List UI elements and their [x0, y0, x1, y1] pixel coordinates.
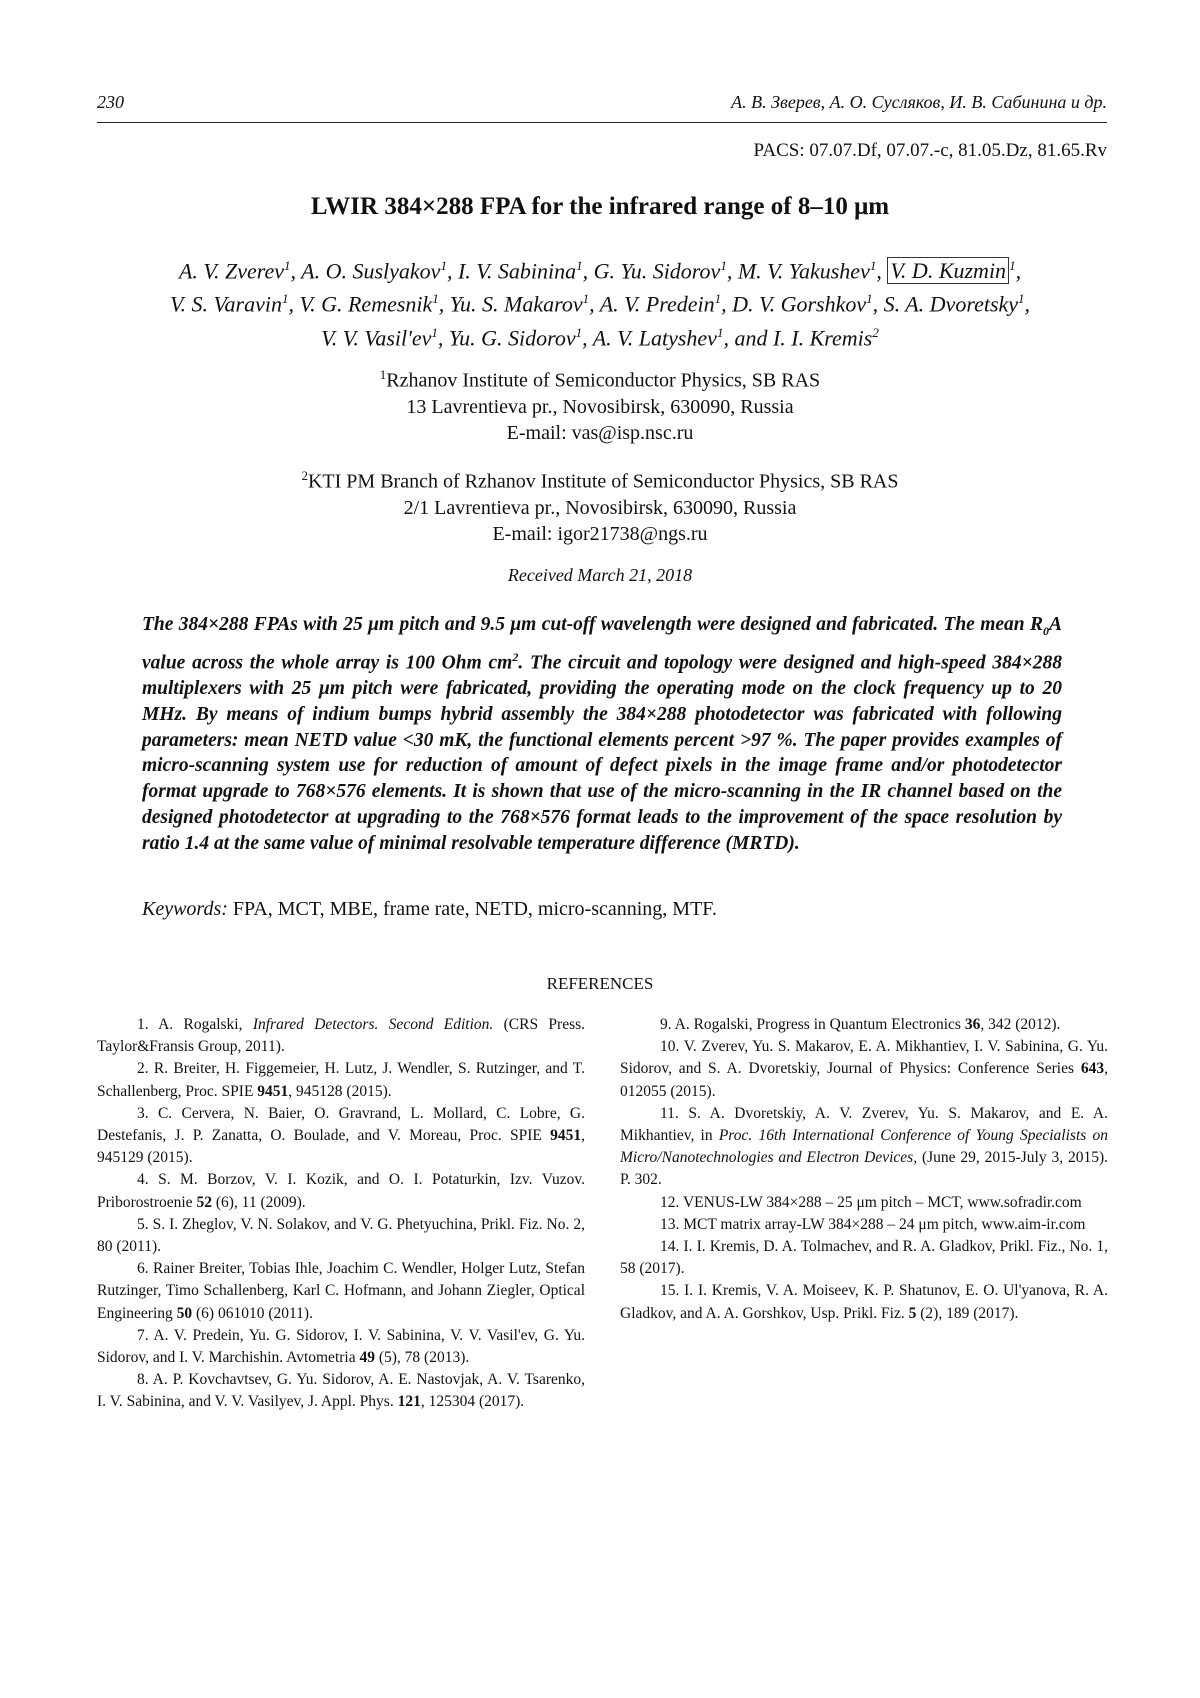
- reference-item: 1. A. Rogalski, Infrared Detectors. Second Edition. (CRS Press. Taylor&Fransis Group, 2011).: [97, 1014, 585, 1058]
- pacs-codes: PACS: 07.07.Df, 07.07.-c, 81.05.Dz, 81.65.Rv: [754, 140, 1107, 162]
- reference-item: 14. I. I. Kremis, D. A. Tolmachev, and R. A. Gladkov, Prikl. Fiz., No. 1, 58 (2017).: [620, 1236, 1108, 1280]
- author: S. A. Dvoretsky: [884, 292, 1018, 317]
- highlighted-author: V. D. Kuzmin: [887, 257, 1009, 284]
- keywords-text: FPA, MCT, MBE, frame rate, NETD, micro-scanning, MTF.: [228, 898, 717, 920]
- author: A. V. Zverev: [179, 258, 284, 283]
- references-column-left: [97, 1014, 585, 1414]
- author: G. Yu. Sidorov: [594, 258, 721, 283]
- reference-item: 6. Rainer Breiter, Tobias Ihle, Joachim C. Wendler, Holger Lutz, Stefan Rutzinger, Timo Schallenberg, Karl C. Hofmann, and Johann Ziegler, Optical Engineering 50 (6) 061010 (2011).: [97, 1258, 585, 1325]
- journal-page: [0, 0, 1200, 1698]
- author: V. V. Vasil'ev: [321, 325, 431, 350]
- running-head-authors: А. В. Зверев, А. О. Сусляков, И. В. Сабинина и др.: [731, 92, 1107, 113]
- affiliation-address: 13 Lavrentieva pr., Novosibirsk, 630090, Russia: [0, 394, 1200, 420]
- author: A. V. Predein: [600, 292, 715, 317]
- affiliation-2: 2KTI PM Branch of Rzhanov Institute of Semiconductor Physics, SB RAS 2/1 Lavrentieva pr., Novosibirsk, 630090, Russia E-mail: igor21738@ngs.ru: [0, 463, 1200, 547]
- reference-item: 13. MCT matrix array-LW 384×288 – 24 μm pitch, www.aim-ir.com: [620, 1214, 1108, 1236]
- author: M. V. Yakushev: [738, 258, 870, 283]
- author: V. S. Varavin: [170, 292, 282, 317]
- author: D. V. Gorshkov: [732, 292, 866, 317]
- page-number: 230: [97, 92, 124, 113]
- affiliation-1: 1Rzhanov Institute of Semiconductor Physics, SB RAS 13 Lavrentieva pr., Novosibirsk, 630090, Russia E-mail: vas@isp.nsc.ru: [0, 362, 1200, 446]
- references-heading: REFERENCES: [0, 974, 1200, 994]
- abstract: The 384×288 FPAs with 25 μm pitch and 9.5 μm cut-off wavelength were designed and fabricated. The mean R0A value across the whole array is 100 Ohm cm2. The circuit and topology were designed and high-speed 384×288 multiplexers with 25 μm pitch were fabricated, providing the operating mode on the clock frequency up to 20 MHz. By means of indium bumps hybrid assembly the 384×288 photodetector was fabricated with following parameters: mean NETD value <30 mK, the functional elements percent >97 %. The paper provides examples of micro-scanning system use for reduction of amount of defect pixels in the image frame and/or photodetector format upgrade to 768×576 elements. It is shown that use of the micro-scanning in the IR channel based on the designed photodetector at upgrading to the 768×576 format leads to the improvement of the space resolution by ratio 1.4 at the same value of minimal resolvable temperature difference (MRTD).: [142, 612, 1062, 857]
- running-header: [97, 92, 1107, 123]
- affiliation-email[interactable]: E-mail: igor21738@ngs.ru: [0, 521, 1200, 547]
- affiliation-name: KTI PM Branch of Rzhanov Institute of Semiconductor Physics, SB RAS: [308, 471, 899, 493]
- reference-item: 15. I. I. Kremis, V. A. Moiseev, K. P. Shatunov, E. O. Ul'yanova, R. A. Gladkov, and A. A. Gorshkov, Usp. Prikl. Fiz. 5 (2), 189 (2017).: [620, 1280, 1108, 1324]
- author: A. V. Latyshev: [593, 325, 717, 350]
- author-list: A. V. Zverev1, A. O. Suslyakov1, I. V. Sabinina1, G. Yu. Sidorov1, M. V. Yakushev1, V. D. Kuzmin 1, V. S. Varavin1, V. G. Remesnik1, Yu. S. Makarov1, A. V. Predein1, D. V. Gorshkov1, S. A. Dvoretsky1, V. V. Vasil'ev1, Yu. G. Sidorov1, A. V. Latyshev1, and I. I. Kremis2: [100, 252, 1100, 352]
- reference-item: 9. A. Rogalski, Progress in Quantum Electronics 36, 342 (2012).: [620, 1014, 1108, 1036]
- author: A. O. Suslyakov: [301, 258, 440, 283]
- affiliation-address: 2/1 Lavrentieva pr., Novosibirsk, 630090, Russia: [0, 495, 1200, 521]
- author: Yu. S. Makarov: [450, 292, 583, 317]
- author: Yu. G. Sidorov: [449, 325, 576, 350]
- keywords: [142, 898, 1062, 921]
- reference-item: 5. S. I. Zheglov, V. N. Solakov, and V. G. Phetyuchina, Prikl. Fiz. No. 2, 80 (2011).: [97, 1214, 585, 1258]
- reference-item: 4. S. M. Borzov, V. I. Kozik, and O. I. Potaturkin, Izv. Vuzov. Priborostroenie 52 (6), 11 (2009).: [97, 1169, 585, 1213]
- paper-title: LWIR 384×288 FPA for the infrared range of 8–10 μm: [0, 193, 1200, 221]
- reference-item: 8. A. P. Kovchavtsev, G. Yu. Sidorov, A. E. Nastovjak, A. V. Tsarenko, I. V. Sabinina, and V. V. Vasilyev, J. Appl. Phys. 121, 125304 (2017).: [97, 1369, 585, 1413]
- keywords-label: Keywords:: [142, 898, 228, 920]
- reference-item: 2. R. Breiter, H. Figgemeier, H. Lutz, J. Wendler, S. Rutzinger, and T. Schallenberg, Proc. SPIE 9451, 945128 (2015).: [97, 1058, 585, 1102]
- affiliation-email[interactable]: E-mail: vas@isp.nsc.ru: [0, 420, 1200, 446]
- reference-item: 3. C. Cervera, N. Baier, O. Gravrand, L. Mollard, C. Lobre, G. Destefanis, J. P. Zanatta, O. Boulade, and V. Moreau, Proc. SPIE 9451, 945129 (2015).: [97, 1103, 585, 1170]
- reference-item: 10. V. Zverev, Yu. S. Makarov, E. A. Mikhantiev, I. V. Sabinina, G. Yu. Sidorov, and S. A. Dvoretskiy, Journal of Physics: Conference Series 643, 012055 (2015).: [620, 1036, 1108, 1103]
- received-date: Received March 21, 2018: [0, 565, 1200, 586]
- reference-item: 7. A. V. Predein, Yu. G. Sidorov, I. V. Sabinina, V. V. Vasil'ev, G. Yu. Sidorov, and I. V. Marchishin. Avtometria 49 (5), 78 (2013).: [97, 1325, 585, 1369]
- reference-item: 12. VENUS-LW 384×288 – 25 μm pitch – MCT, www.sofradir.com: [620, 1192, 1108, 1214]
- reference-item: 11. S. A. Dvoretskiy, A. V. Zverev, Yu. S. Makarov, and E. A. Mikhantiev, in Proc. 16th International Conference of Young Specialists on Micro/Nanotechnologies and Electron Devices, (June 29, 2015-July 3, 2015). P. 302.: [620, 1103, 1108, 1192]
- affiliation-name: Rzhanov Institute of Semiconductor Physics, SB RAS: [386, 370, 820, 392]
- author: V. G. Remesnik: [300, 292, 433, 317]
- author: I. V. Sabinina: [458, 258, 576, 283]
- author: and I. I. Kremis: [734, 325, 872, 350]
- references-column-right: [620, 1014, 1108, 1325]
